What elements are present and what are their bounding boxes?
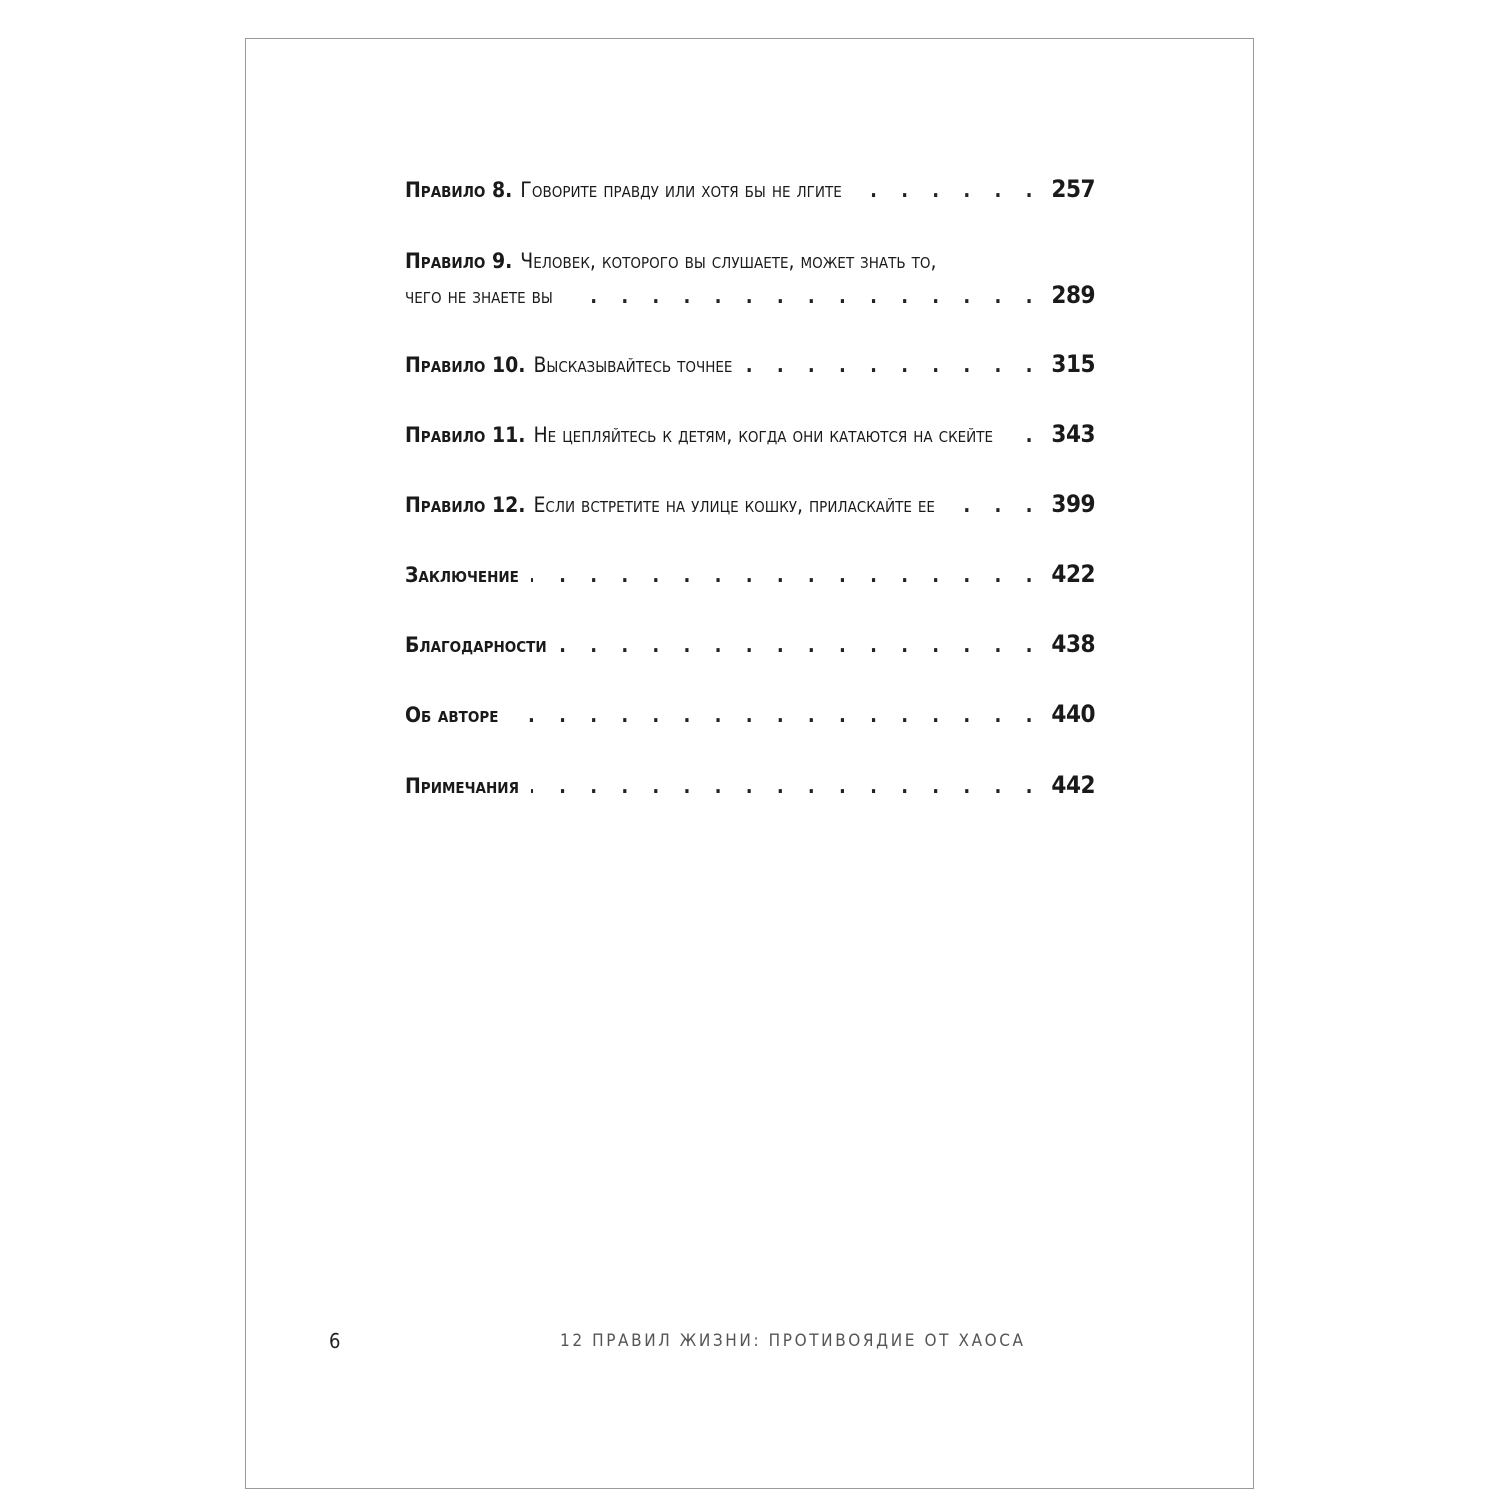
dot-leader <box>565 277 1042 315</box>
dot-leader <box>744 346 1041 384</box>
toc-entry-rule-11[interactable] <box>405 415 1095 453</box>
toc-entry-title-continued: чего не знаете вы <box>405 284 553 308</box>
footer-book-title: 12 ПРАВИЛ ЖИЗНИ: ПРОТИВОЯДИЕ ОТ ХАОСА <box>560 1331 1026 1351</box>
toc-entry-lead: Об авторе <box>405 703 499 727</box>
toc-entry-lead: Правило 10. <box>405 353 526 377</box>
toc-entry-lead: Правило 11. <box>405 423 526 447</box>
toc-entry-title: Если встретите на улице кошку, приласкайте ее <box>533 493 935 517</box>
toc-entry-rule-9[interactable] <box>405 242 1095 314</box>
toc-page-number: 257 <box>1051 175 1095 203</box>
toc-page-number: 440 <box>1051 700 1095 728</box>
toc-entry-conclusion[interactable] <box>405 555 1095 593</box>
toc-entry-rule-10[interactable] <box>405 345 1095 383</box>
toc-line <box>405 766 1095 804</box>
toc-entry-rule-8[interactable] <box>405 170 1095 208</box>
toc-line <box>405 555 1095 593</box>
toc-line <box>405 695 1095 733</box>
toc-page-number: 442 <box>1051 771 1095 799</box>
toc-line <box>405 276 1095 314</box>
toc-entry-lead: Благодарности <box>405 633 547 657</box>
toc-entry-lead: Примечания <box>405 774 519 798</box>
toc-entry-notes[interactable] <box>405 766 1095 804</box>
toc-line <box>405 345 1095 383</box>
dot-leader <box>531 556 1042 594</box>
toc-entry-lead: Правило 8. <box>405 178 513 202</box>
toc-page-number: 343 <box>1051 420 1095 448</box>
dot-leader <box>1005 416 1041 454</box>
toc-page-number: 315 <box>1051 350 1095 378</box>
toc-entry-title: Не цепляйтесь к детям, когда они катаются на скейте <box>533 423 994 447</box>
dot-leader <box>947 486 1041 524</box>
toc-page-number: 422 <box>1051 560 1095 588</box>
footer-page-number: 6 <box>329 1329 341 1353</box>
toc-entry-title: Высказывайтесь точнее <box>533 353 733 377</box>
dot-leader <box>531 767 1041 805</box>
toc-entry-lead: Заключение <box>405 563 519 587</box>
toc-page-number: 289 <box>1051 281 1095 309</box>
toc-line <box>405 170 1095 208</box>
toc-entry-about-author[interactable] <box>405 695 1095 733</box>
toc-line <box>405 415 1095 453</box>
toc-line <box>405 485 1095 523</box>
toc-page-number: 438 <box>1051 630 1095 658</box>
toc-entry-title: Говорите правду или хотя бы не лгите <box>520 178 842 202</box>
dot-leader <box>510 696 1041 734</box>
dot-leader <box>559 626 1042 664</box>
toc-entry-lead: Правило 12. <box>405 493 526 517</box>
toc-entry-rule-12[interactable] <box>405 485 1095 523</box>
dot-leader <box>854 171 1042 209</box>
toc-entry-title: Человек, которого вы слушаете, может знать то, <box>520 249 937 273</box>
toc-line <box>405 625 1095 663</box>
toc-line <box>405 242 1095 280</box>
toc-entry-lead: Правило 9. <box>405 249 513 273</box>
toc-entry-acknowledgements[interactable] <box>405 625 1095 663</box>
toc-page-number: 399 <box>1051 490 1095 518</box>
